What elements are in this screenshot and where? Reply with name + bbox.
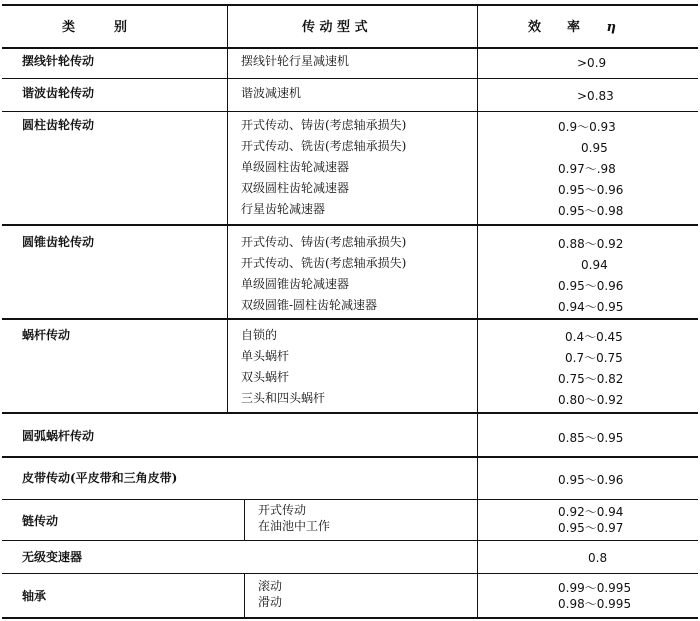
- row-category: 谐波齿轮传动: [22, 86, 95, 100]
- row-efficiency: 0.94～0.95: [558, 300, 624, 314]
- row-rule: [2, 540, 698, 541]
- row-category: 摆线针轮传动: [22, 54, 95, 68]
- column-rule: [244, 500, 245, 541]
- row-efficiency: 0.95～0.96: [558, 473, 624, 487]
- row-efficiency: 0.4～0.45: [565, 330, 623, 344]
- row-rule: [2, 318, 698, 320]
- row-efficiency: 0.95: [581, 141, 608, 155]
- row-rule: [2, 412, 698, 414]
- row-category: 蜗杆传动: [22, 328, 71, 342]
- row-efficiency: 0.95～0.98: [558, 204, 624, 218]
- column-rule: [244, 573, 245, 618]
- row-category: 圆弧蜗杆传动: [22, 429, 95, 443]
- row-rule: [2, 456, 698, 458]
- row-type: 双头蜗杆: [241, 370, 290, 384]
- row-efficiency: 0.94: [581, 258, 608, 272]
- column-rule: [477, 5, 478, 618]
- row-category: 链传动: [22, 514, 59, 528]
- row-category: 圆锥齿轮传动: [22, 235, 95, 249]
- row-efficiency: 0.99～0.995: [558, 581, 632, 595]
- row-rule: [2, 224, 698, 226]
- row-type: 双级圆柱齿轮减速器: [241, 181, 350, 195]
- row-category: 轴承: [22, 589, 47, 603]
- row-type: 开式传动、铸齿(考虑轴承损失): [241, 118, 407, 132]
- row-type: 三头和四头蜗杆: [241, 391, 326, 405]
- row-efficiency: 0.98～0.995: [558, 597, 632, 611]
- row-efficiency: 0.75～0.82: [558, 372, 624, 386]
- row-type: 开式传动、铣齿(考虑轴承损失): [241, 139, 407, 153]
- table-bottom-rule: [2, 617, 698, 619]
- row-efficiency: 0.88～0.92: [558, 237, 624, 251]
- row-type: 行星齿轮减速器: [241, 202, 326, 216]
- row-efficiency: 0.80～0.92: [558, 393, 624, 407]
- row-rule: [2, 111, 698, 112]
- row-efficiency: 0.7～0.75: [565, 351, 623, 365]
- row-type: 开式传动、铸齿(考虑轴承损失): [241, 235, 407, 249]
- row-type: 单级圆锥齿轮减速器: [241, 277, 350, 291]
- row-type: 谐波减速机: [241, 86, 302, 100]
- row-efficiency: 0.95～0.96: [558, 279, 624, 293]
- row-type: 单头蜗杆: [241, 349, 290, 363]
- row-efficiency: 0.97～.98: [558, 162, 616, 176]
- row-efficiency: 0.92～0.94: [558, 505, 624, 519]
- row-efficiency: >0.9: [577, 56, 607, 70]
- row-efficiency: 0.9～0.93: [558, 120, 616, 134]
- row-type: 滚动: [258, 579, 283, 593]
- header-efficiency-label: 效 率: [528, 20, 581, 35]
- row-category: 无级变速器: [22, 550, 83, 564]
- row-rule: [2, 573, 698, 574]
- row-category: 圆柱齿轮传动: [22, 118, 95, 132]
- header-efficiency: [528, 16, 616, 35]
- row-rule: [2, 499, 698, 500]
- row-type: 滑动: [258, 595, 283, 609]
- row-type: 开式传动、铣齿(考虑轴承损失): [241, 256, 407, 270]
- row-efficiency: 0.95～0.96: [558, 183, 624, 197]
- row-category: 皮带传动(平皮带和三角皮带): [22, 471, 178, 485]
- row-efficiency: 0.85～0.95: [558, 431, 624, 445]
- table-top-rule: [2, 4, 698, 6]
- header-category: 类 别: [62, 20, 128, 35]
- row-type: 在油池中工作: [258, 519, 331, 533]
- row-efficiency: 0.95～0.97: [558, 521, 624, 535]
- row-type: 开式传动: [258, 503, 307, 517]
- row-type: 双级圆锥-圆柱齿轮减速器: [241, 298, 378, 312]
- row-efficiency: >0.83: [577, 89, 614, 103]
- row-type: 摆线针轮行星减速机: [241, 54, 350, 68]
- row-type: 单级圆柱齿轮减速器: [241, 160, 350, 174]
- header-bottom-rule: [2, 47, 698, 49]
- row-efficiency: 0.8: [588, 551, 608, 565]
- column-rule: [227, 5, 228, 412]
- row-rule: [2, 78, 698, 79]
- header-transmission-type: 传 动 型 式: [302, 20, 368, 35]
- row-type: 自锁的: [241, 328, 278, 342]
- header-efficiency-symbol: η: [606, 20, 616, 35]
